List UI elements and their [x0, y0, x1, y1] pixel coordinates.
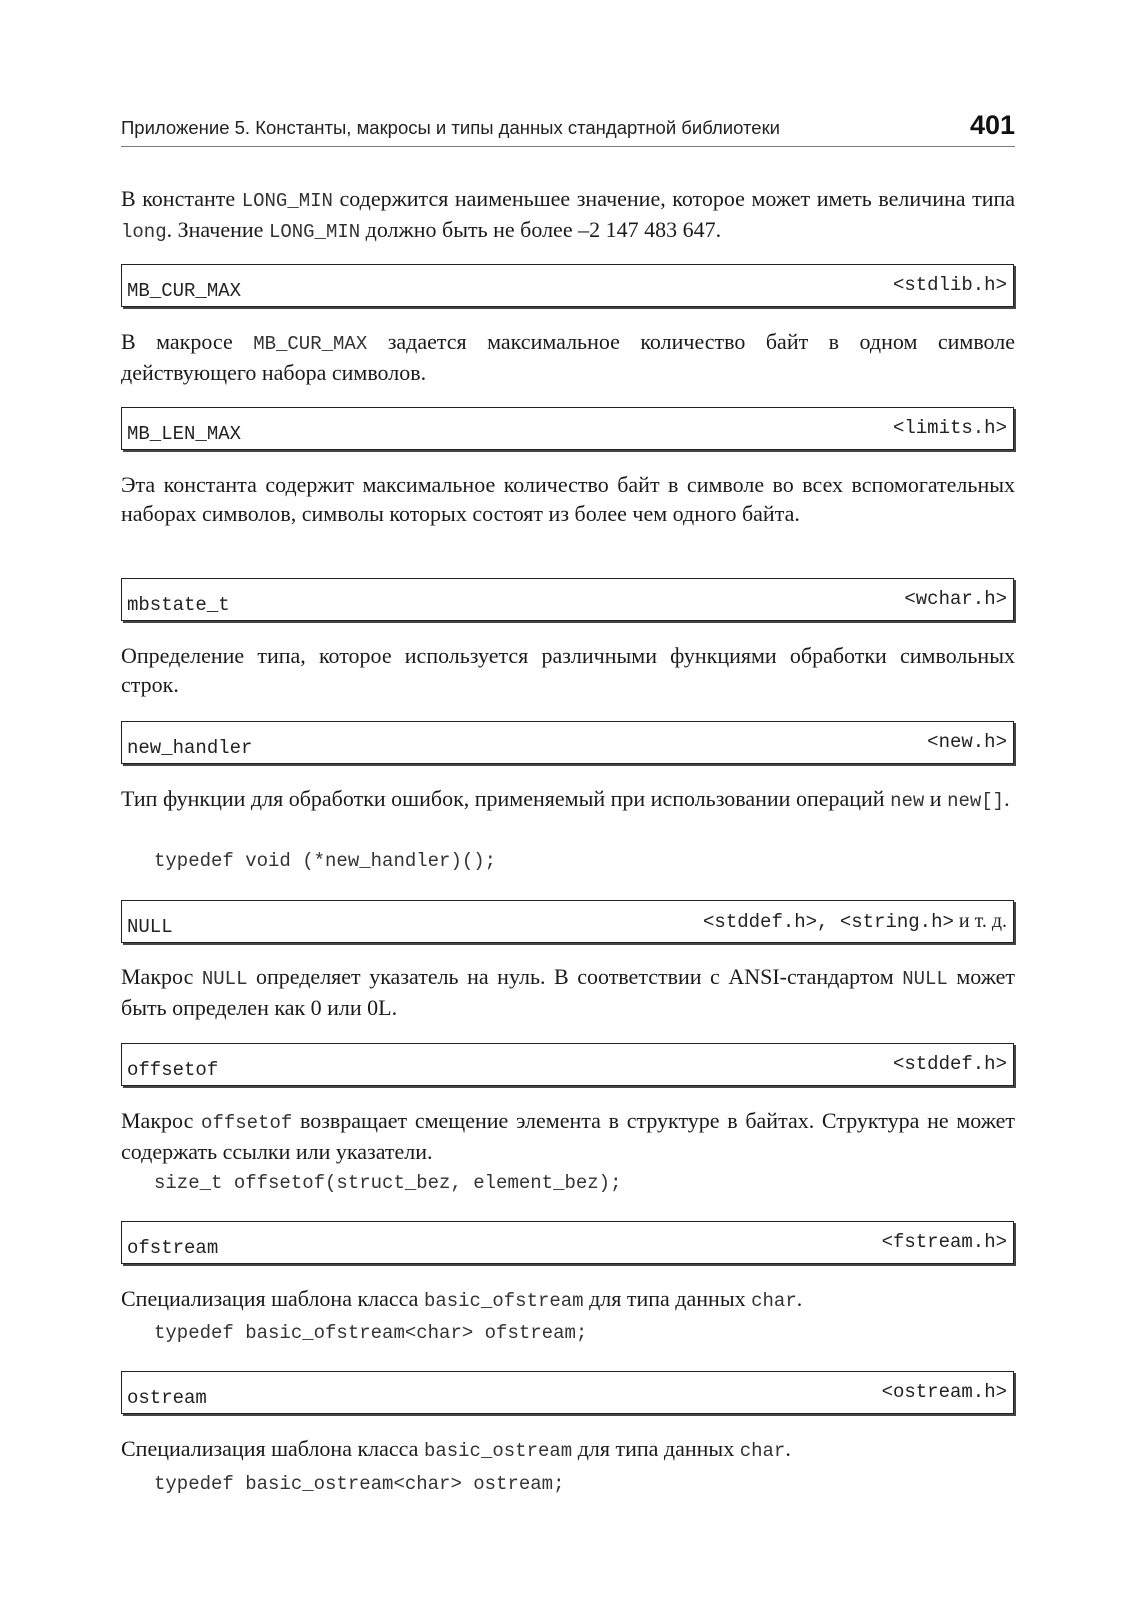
entry-header-file: <fstream.h>	[881, 1231, 1007, 1253]
code-term: char	[739, 1440, 786, 1462]
code-term: new[]	[947, 790, 1005, 812]
text: должно быть не более –2 147 483 647.	[360, 216, 722, 242]
text: и	[924, 786, 948, 811]
text: .	[785, 1436, 791, 1461]
code-term: basic_ofstream	[423, 1290, 584, 1312]
text: Специализация шаблона класса	[121, 1436, 424, 1461]
offsetof-code: size_t offsetof(struct_bez, element_bez);	[154, 1172, 622, 1194]
code-term: NULL	[201, 968, 248, 990]
entry-name: MB_LEN_MAX	[127, 423, 242, 445]
text: Специализация шаблона класса	[121, 1286, 424, 1311]
new-handler-description	[121, 785, 1015, 816]
running-header	[121, 108, 1015, 147]
ostream-description	[121, 1435, 1015, 1466]
new-handler-code: typedef void (*new_handler)();	[154, 850, 497, 872]
entry-header-file: <limits.h>	[892, 417, 1007, 439]
entry-box-ofstream	[121, 1221, 1014, 1264]
entry-header-file: <new.h>	[927, 731, 1007, 753]
ostream-code: typedef basic_ostream<char> ostream;	[154, 1473, 565, 1495]
code-term: LONG_MIN	[241, 190, 333, 212]
text: Определение типа, которое используется различными функциями обработки символьных строк.	[121, 643, 1015, 697]
entry-name: mbstate_t	[127, 594, 230, 616]
code-term: basic_ostream	[423, 1440, 573, 1462]
text: для типа данных	[572, 1436, 740, 1461]
text: Эта константа содержит максимальное количество байт в символе во всех вспомогательных наборах символов, символы которых состоят из более чем одного байта.	[121, 472, 1015, 526]
text: . Значение	[166, 216, 269, 242]
entry-name: NULL	[127, 916, 173, 938]
text: возвращает смещение элемента в структуре в байтах. Структура не может содержать ссылки или указатели.	[121, 1108, 1016, 1164]
text: определяет указатель на нуль. В соответствии с ANSI-стандартом	[247, 964, 903, 989]
entry-box-offsetof	[121, 1043, 1014, 1086]
text: Макрос	[121, 964, 202, 989]
mbstate-t-description	[121, 642, 1015, 699]
text: В макросе	[121, 329, 254, 354]
text: задается максимальное количество байт в одном символе действующего набора символов.	[121, 329, 1016, 385]
entry-box-new-handler	[121, 721, 1014, 764]
entry-name: offsetof	[127, 1059, 219, 1081]
mb-len-max-description	[121, 471, 1015, 528]
code-term: long	[121, 220, 167, 243]
chapter-title: Приложение 5. Константы, макросы и типы данных стандартной библиотеки	[121, 117, 780, 138]
entry-name: ofstream	[127, 1237, 219, 1259]
entry-header-file: <stddef.h>	[892, 1053, 1007, 1075]
entry-header-file: <stdlib.h>	[892, 274, 1007, 296]
code-term: new	[890, 790, 925, 812]
text: содержится наименьшее значение, которое может иметь величина типа	[332, 186, 1016, 211]
header-etc: и т. д.	[953, 910, 1007, 932]
code-term: NULL	[902, 968, 948, 990]
entry-box-null	[121, 900, 1014, 943]
text: .	[796, 1286, 803, 1311]
text: для типа данных	[583, 1286, 752, 1311]
mb-cur-max-description	[121, 328, 1015, 387]
text: .	[1004, 786, 1010, 811]
long-min-paragraph	[121, 185, 1015, 246]
header-files: <stddef.h>, <string.h>	[703, 911, 954, 933]
entry-box-mb-cur-max	[121, 264, 1014, 307]
text: Тип функции для обработки ошибок, применяемый при использовании операций	[121, 786, 891, 811]
entry-name: new_handler	[127, 737, 253, 759]
entry-name: MB_CUR_MAX	[127, 280, 242, 302]
entry-box-ostream	[121, 1371, 1014, 1414]
code-term: char	[751, 1290, 797, 1312]
code-term: offsetof	[201, 1112, 293, 1134]
offsetof-description	[121, 1107, 1015, 1166]
code-term: MB_CUR_MAX	[253, 333, 368, 355]
entry-header-file: <wchar.h>	[904, 588, 1007, 610]
ofstream-code: typedef basic_ofstream<char> ofstream;	[154, 1322, 588, 1344]
page-number: 401	[969, 110, 1015, 140]
text: может быть определен как 0 или 0L.	[121, 964, 1015, 1020]
entry-header-file: <ostream.h>	[881, 1381, 1007, 1403]
entry-header-file	[703, 910, 1007, 933]
entry-box-mbstate-t	[121, 578, 1014, 621]
entry-name: ostream	[127, 1387, 207, 1409]
code-term: LONG_MIN	[268, 220, 361, 243]
text: В константе	[121, 186, 242, 211]
ofstream-description	[121, 1285, 1015, 1316]
null-description	[121, 963, 1015, 1022]
entry-box-mb-len-max	[121, 407, 1014, 450]
text: Макрос	[121, 1108, 202, 1133]
